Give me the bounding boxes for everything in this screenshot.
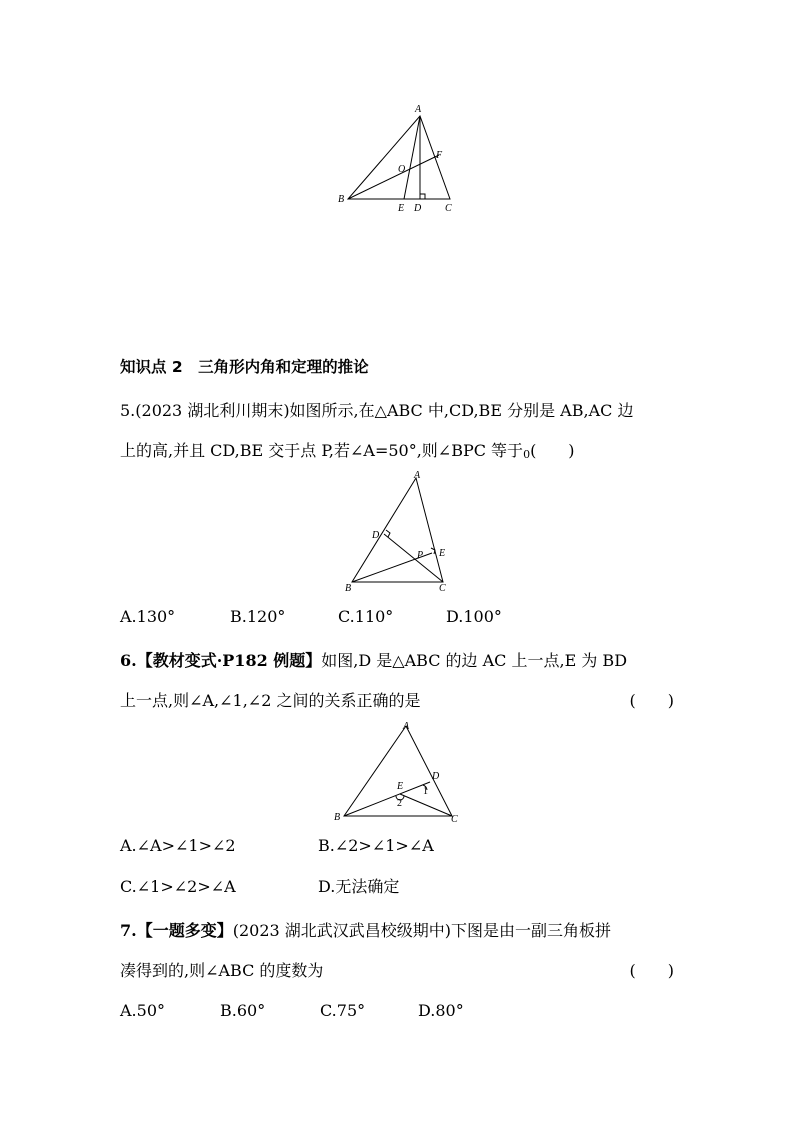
segment-bd [344,782,430,816]
label-o: O [398,164,406,175]
q5-option-b[interactable]: B.120° [230,607,286,626]
q6-line-1 [120,651,627,671]
q6-label-b: B [334,812,341,823]
q6-line-1-text: 如图,D 是△ABC 的边 AC 上一点,E 为 BD [321,651,628,670]
label-c: C [445,203,452,214]
section-heading: 知识点 2 三角形内角和定理的推论 [120,358,369,376]
q6-label-d: D [432,771,440,782]
q6-label-2: 2 [397,798,402,809]
figure-triangle-abc-altitude [330,100,470,220]
q5-line-2-text: 上的高,并且 CD,BE 交于点 P,若∠A=50°,则∠BPC 等于 [120,441,524,460]
figure-q5 [338,470,458,595]
q7-option-b[interactable]: B.60° [220,1001,266,1020]
q7-line-2-text: 凑得到的,则∠ABC 的度数为 [120,961,324,980]
q6-label-e: E [397,781,404,792]
q7-answer-paren: ( ) [629,961,674,980]
q5-option-c[interactable]: C.110° [338,607,394,626]
altitude-cd [384,534,446,582]
q7-line-1 [120,921,611,941]
q7-tag: 7.【一题多变】 [120,921,233,940]
segment-bf [348,155,439,199]
figure-q6 [330,716,465,831]
q7-options [120,1001,680,1021]
triangle-abc-q5 [352,478,446,582]
figure-1-svg [330,100,470,220]
q5-option-d[interactable]: D.100° [446,607,502,626]
label-d: D [414,203,422,214]
segment-ec [400,794,452,816]
q6-line-2 [120,691,674,711]
q6-tag: 6.【教材变式·P182 例题】 [120,651,322,670]
figure-q6-svg [330,716,465,831]
q7-line-2 [120,961,674,981]
q6-line-2-text: 上一点,则∠A,∠1,∠2 之间的关系正确的是 [120,691,421,710]
q5-option-a[interactable]: A.130° [120,607,176,626]
q6-label-1: 1 [423,786,428,797]
q5-answer-paren: ( ) [530,441,575,460]
q5-label-d: D [372,530,380,541]
q6-option-c[interactable]: C.∠1>∠2>∠A [120,877,236,896]
q6-options-row-2 [120,877,680,897]
q7-option-a[interactable]: A.50° [120,1001,165,1020]
label-f: F [436,150,443,161]
q5-label-e: E [439,548,446,559]
q6-option-a[interactable]: A.∠A>∠1>∠2 [120,836,236,855]
q6-options-row-1 [120,836,680,856]
q6-label-a: A [403,721,410,732]
q5-label-p: P [417,550,424,561]
q5-small-mark: 0 [523,448,531,461]
q7-option-d[interactable]: D.80° [418,1001,464,1020]
q7-option-c[interactable]: C.75° [320,1001,366,1020]
segment-ae [404,116,420,199]
q6-answer-paren: ( ) [629,691,674,710]
q5-line-1: 5.(2023 湖北利川期末)如图所示,在△ABC 中,CD,BE 分别是 AB,AC 边 [120,401,634,420]
figure-q5-svg [338,470,458,595]
q6-option-d[interactable]: D.无法确定 [318,877,400,896]
right-angle-mark [420,194,425,199]
q7-line-1-text: (2023 湖北武汉武昌校级期中)下图是由一副三角板拼 [232,921,612,940]
q5-label-a: A [414,470,421,481]
q5-line-2 [120,441,674,465]
q5-label-c: C [439,583,446,594]
q6-label-c: C [451,814,458,825]
label-a: A [415,104,422,115]
q6-option-b[interactable]: B.∠2>∠1>∠A [318,836,434,855]
label-e: E [398,203,405,214]
q5-options [120,607,680,627]
q5-label-b: B [345,583,352,594]
label-b: B [338,194,345,205]
